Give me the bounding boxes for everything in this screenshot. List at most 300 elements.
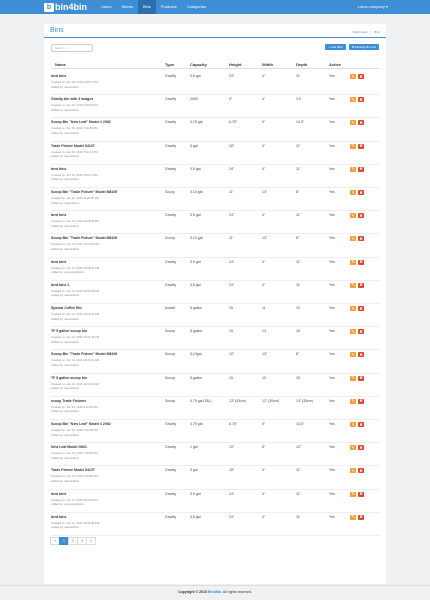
delete-button[interactable]: [358, 468, 364, 473]
nav-categories[interactable]: Categories: [186, 4, 206, 9]
cell-type: Gravity: [165, 74, 177, 78]
cell-active: Yes: [329, 120, 335, 125]
cell-capacity: 4.75 gal (18L): [190, 398, 212, 403]
footer-prefix: Copyright © 2015: [178, 590, 207, 594]
table-row: [51, 327, 379, 350]
bin-created-date: Created on: Jun 15, 2016 7:09:17 AM: [51, 172, 98, 177]
cell-active: Yes: [329, 514, 335, 519]
bin-created-date: Created on: Jun 13, 2016 3:54:04 AM: [51, 497, 98, 502]
bin-created-date: Created on: Jun 13, 2016 7:29:35 PM: [51, 428, 98, 432]
row-actions: [350, 399, 364, 404]
delete-button[interactable]: [358, 399, 364, 404]
table-row: [51, 258, 379, 281]
row-actions: [350, 376, 364, 381]
cell-width: 13: [262, 329, 266, 334]
top-navbar: [0, 0, 430, 14]
cell-active: Yes: [329, 375, 335, 380]
breadcrumb-bins: Bins: [374, 30, 380, 34]
cell-capacity: 3.5 gal: [190, 259, 201, 264]
pencil-icon: ✎: [351, 96, 355, 102]
cell-depth: 8": [296, 352, 300, 357]
bin-added-by: Added by: steveAdmin: [51, 525, 79, 530]
pencil-icon: ✎: [351, 375, 355, 381]
bin-added-by: Added by: steveAdmin: [51, 177, 79, 182]
col-header-name[interactable]: Name: [55, 62, 66, 67]
pagination-page-2[interactable]: 2: [68, 537, 78, 545]
trash-icon: ✖: [359, 351, 363, 357]
cell-type: Gravity: [165, 491, 177, 496]
bin-name[interactable]: best bins 2: [51, 282, 70, 287]
delete-button[interactable]: [358, 213, 364, 218]
cell-capacity: 3.5 gal: [190, 282, 201, 287]
table-header-divider: [51, 68, 379, 69]
cell-type: Gravity: [165, 97, 177, 102]
trash-icon: ✖: [359, 143, 363, 149]
bin-created-date: Created on: Jun 14, 2016 11:25:00 PM: [51, 219, 99, 224]
cell-capacity: 3.13 gal: [190, 236, 203, 241]
delete-button[interactable]: [358, 120, 364, 125]
edit-button[interactable]: [350, 120, 356, 125]
cell-depth: 11": [296, 143, 301, 148]
cell-capacity: 4.75 gal: [190, 422, 203, 426]
bin-added-by: Added by: steveAdmin: [51, 386, 79, 391]
bin-added-by: Added by: steveAdmin: [51, 84, 79, 89]
cell-capacity: 3.5 gal: [190, 166, 201, 171]
pencil-icon: ✎: [351, 166, 355, 172]
row-actions: [350, 445, 364, 450]
cell-capacity: 3.5 gal: [190, 74, 201, 78]
cell-capacity: 2000: [190, 97, 198, 102]
edit-button[interactable]: [350, 352, 356, 357]
edit-button[interactable]: [350, 74, 356, 79]
pencil-icon: ✎: [351, 467, 355, 473]
edit-button[interactable]: [350, 283, 356, 288]
bin-created-date: Created on: Jun 14, 2016 10:21:01 AM: [51, 358, 100, 363]
col-header-height[interactable]: Height: [229, 62, 242, 67]
missing-bin-list-button[interactable]: ✚ Missing Bin List: [349, 44, 379, 50]
bin-logo-icon: b: [44, 3, 54, 12]
bin-added-by: Added by: steveAdmin: [51, 339, 79, 344]
cell-active: Yes: [329, 445, 335, 450]
cell-width: 4": [262, 97, 266, 102]
cell-capacity: 3 gal: [190, 143, 198, 148]
bin-name[interactable]: best bins: [51, 166, 67, 171]
bin-created-date: Created on: Jun 13, 2016 5:02:48 PM: [51, 474, 98, 479]
cell-type: Gravity: [165, 213, 177, 218]
footer-brand-link[interactable]: Bin4Bin.: [207, 590, 223, 594]
row-actions: [350, 97, 364, 102]
edit-button[interactable]: [350, 376, 356, 381]
trash-icon: ✖: [359, 328, 363, 334]
cell-type: Gravity: [165, 259, 177, 264]
edit-button[interactable]: [350, 167, 356, 172]
pagination-page-1[interactable]: 1: [59, 537, 69, 545]
cell-depth: 13" (33cm): [296, 398, 313, 403]
bin-name[interactable]: Special Coffee Bin: [51, 306, 82, 310]
cell-active: Yes: [329, 491, 335, 496]
row-actions: [350, 190, 364, 195]
trash-icon: ✖: [359, 398, 363, 404]
pencil-icon: ✎: [351, 259, 355, 265]
main-nav: [96, 0, 211, 14]
trash-icon: ✖: [359, 467, 363, 473]
pencil-icon: ✎: [351, 398, 355, 404]
cell-width: 4": [262, 213, 266, 218]
edit-button[interactable]: [350, 144, 356, 149]
trash-icon: ✖: [359, 189, 363, 195]
cell-width: 12" (30cm): [262, 398, 279, 403]
pencil-icon: ✎: [351, 143, 355, 149]
cell-width: 13: [262, 375, 266, 380]
cell-width: 4": [262, 74, 266, 78]
pencil-icon: ✎: [351, 421, 355, 427]
bin-created-date: Created on: Jun 15, 2016 7:09:17 AM: [51, 149, 98, 154]
bin-name[interactable]: New Leaf Model G801: [51, 445, 87, 450]
pencil-icon: ✎: [351, 189, 355, 195]
delete-button[interactable]: [358, 97, 364, 102]
trash-icon: ✖: [359, 514, 363, 520]
bins-panel: [44, 24, 386, 584]
edit-button[interactable]: [350, 306, 356, 311]
edit-button[interactable]: [350, 515, 356, 520]
bin-added-by: Added by: steveAdmin: [51, 107, 79, 112]
cell-height: 15: [229, 306, 233, 310]
brand-name: bin4bin: [55, 1, 87, 12]
footer: [0, 590, 430, 594]
cell-height: 13" (33cm): [229, 398, 246, 403]
cell-depth: 11": [296, 514, 301, 519]
row-actions: [350, 144, 364, 149]
col-header-type[interactable]: Type: [165, 62, 175, 67]
cell-depth: 11": [296, 282, 301, 287]
table-row: [51, 350, 379, 373]
nav-stores[interactable]: Stores: [121, 4, 134, 9]
bin-created-date: Created on: Jun 10, 2016 10:30:30 PM: [51, 520, 100, 525]
bin-added-by: Added by: steveAdmin: [51, 362, 79, 367]
col-header-active[interactable]: Active: [329, 62, 342, 67]
cell-active: Yes: [329, 143, 335, 148]
cell-type: Scoop: [165, 375, 175, 380]
breadcrumb: [353, 30, 380, 34]
delete-button[interactable]: [358, 515, 364, 520]
cell-width: 6": [262, 445, 266, 450]
edit-button[interactable]: [350, 190, 356, 195]
cell-width: 13": [262, 190, 268, 194]
table-row: [51, 234, 379, 257]
nav-bins[interactable]: Bins: [138, 0, 156, 14]
cell-type: Scoop: [165, 352, 175, 357]
pagination-prev[interactable]: «: [50, 537, 60, 545]
table-row: [51, 397, 379, 420]
user-menu[interactable]: Letus company ▾: [357, 4, 388, 9]
pagination-next[interactable]: »: [86, 537, 96, 545]
nav-products[interactable]: Products: [160, 4, 177, 9]
cell-type: Scoop: [165, 190, 175, 194]
cell-depth: 3.5: [296, 97, 301, 102]
row-actions: [350, 120, 364, 125]
pencil-icon: ✎: [351, 305, 355, 311]
cell-capacity: 5 gallon: [190, 329, 203, 334]
bin-name[interactable]: best bins: [51, 74, 67, 78]
cell-type: Gravity: [165, 468, 177, 473]
pencil-icon: ✎: [351, 514, 355, 520]
trash-icon: ✖: [359, 119, 363, 125]
cell-height: 24": [229, 166, 235, 171]
cell-width: 4": [262, 282, 266, 287]
cell-width: 4": [262, 166, 266, 171]
pencil-icon: ✎: [351, 444, 355, 450]
cell-active: Yes: [329, 236, 335, 241]
edit-button[interactable]: [350, 236, 356, 241]
cell-width: 4": [262, 259, 266, 264]
trash-icon: ✖: [359, 259, 363, 265]
delete-button[interactable]: [358, 445, 364, 450]
delete-button[interactable]: [358, 236, 364, 241]
delete-button[interactable]: [358, 329, 364, 334]
cell-width: 11: [262, 306, 266, 310]
cell-height: 11": [229, 236, 234, 241]
row-actions: [350, 492, 364, 497]
table-row: [51, 211, 379, 234]
delete-button[interactable]: [358, 144, 364, 149]
cell-active: Yes: [329, 166, 335, 171]
bin-name[interactable]: best bins: [51, 514, 67, 519]
cell-height: 24": [229, 514, 235, 519]
row-actions: [350, 306, 364, 311]
row-actions: [350, 283, 364, 288]
delete-button[interactable]: [358, 260, 364, 265]
table-row: [51, 466, 379, 489]
bin-name[interactable]: Trade Fixture Model 5410T: [51, 468, 95, 473]
cell-height: 24": [229, 259, 235, 264]
bin-added-by: Added by: steveAdmin: [51, 478, 79, 483]
search-input[interactable]: Search: [51, 44, 93, 52]
cell-height: 6.75": [229, 422, 238, 426]
edit-button[interactable]: [350, 399, 356, 404]
bin-added-by: Added by: companyAdmin: [51, 270, 84, 275]
row-actions: [350, 236, 364, 241]
bin-name[interactable]: Scoop Bin "Trade Fixture" Model M8100: [51, 352, 118, 357]
cell-height: 10": [229, 445, 235, 450]
row-actions: [350, 260, 364, 265]
trash-icon: ✖: [359, 444, 363, 450]
table-row: [51, 513, 379, 536]
trash-icon: ✖: [359, 282, 363, 288]
table-row: [51, 490, 379, 513]
cell-width: 4": [262, 491, 266, 496]
cell-depth: 14.5": [296, 422, 305, 426]
cell-width: 4": [262, 514, 266, 519]
cell-depth: 11": [296, 491, 301, 496]
cell-capacity: 4.75 gal: [190, 120, 203, 125]
edit-button[interactable]: [350, 329, 356, 334]
cell-active: Yes: [329, 422, 335, 426]
delete-button[interactable]: [358, 74, 364, 79]
cell-capacity: 1 gal: [190, 445, 198, 450]
cell-active: Yes: [329, 306, 335, 310]
bin-added-by: Added by: steveAdmin: [51, 130, 79, 135]
cell-depth: 11": [296, 74, 301, 78]
cell-depth: 15: [296, 329, 300, 334]
bin-created-date: Created on: Jun 18, 2016 3:36:07 PM: [51, 80, 98, 84]
bin-name[interactable]: best bins: [51, 213, 67, 218]
cell-height: 24": [229, 74, 235, 78]
row-actions: [350, 329, 364, 334]
cell-height: 15: [229, 329, 233, 334]
toolbar: [325, 44, 379, 50]
pagination-page-3[interactable]: 3: [77, 537, 87, 545]
cell-capacity: 3 gal: [190, 468, 198, 473]
cell-type: Gravity: [165, 514, 177, 519]
cell-type: Gravity: [165, 422, 177, 426]
cell-depth: 14.5": [296, 120, 305, 125]
page-title: Bins: [50, 27, 64, 34]
table-row: [51, 188, 379, 211]
cell-capacity: 5 gallon: [190, 306, 203, 310]
cell-depth: 15: [296, 375, 300, 380]
footer-suffix: All rights reserved.: [222, 590, 252, 594]
pencil-icon: ✎: [351, 212, 355, 218]
cell-capacity: 3.5 gal: [190, 514, 201, 519]
bin-created-date: Created on: Jun 14, 2016 10:53:00 AM: [51, 265, 100, 270]
cell-capacity: 5 gallon: [190, 375, 203, 380]
cell-active: Yes: [329, 259, 335, 264]
cell-width: 9": [262, 120, 266, 125]
breadcrumb-separator: /: [370, 30, 372, 34]
add-bins-button[interactable]: + Add Bins: [325, 44, 345, 50]
trash-icon: ✖: [359, 375, 363, 381]
bin-created-date: Created on: Jun 14, 2016 10:11:43 AM: [51, 381, 99, 386]
row-actions: [350, 74, 364, 79]
edit-button[interactable]: [350, 468, 356, 473]
row-actions: [350, 515, 364, 520]
pagination: [51, 537, 96, 545]
delete-button[interactable]: [358, 422, 364, 427]
trash-icon: ✖: [359, 235, 363, 241]
bin-name[interactable]: TF 5 gallon scoop bin: [51, 375, 87, 380]
edit-button[interactable]: [350, 445, 356, 450]
col-header-capacity[interactable]: Capacity: [190, 62, 207, 67]
cell-type: Gravity: [165, 282, 177, 287]
cell-type: Scoop: [165, 236, 175, 241]
bin-added-by: Added by: steveAdmin: [51, 154, 79, 159]
edit-button[interactable]: [350, 492, 356, 497]
table-row: [51, 165, 379, 188]
cell-active: Yes: [329, 74, 335, 78]
cell-width: 13": [262, 352, 268, 357]
cell-width: 13": [262, 236, 268, 241]
trash-icon: ✖: [359, 305, 363, 311]
table-row: [51, 118, 379, 141]
brand-logo[interactable]: [44, 2, 87, 12]
edit-button[interactable]: [350, 260, 356, 265]
table-row: [51, 374, 379, 397]
bin-name[interactable]: best bins: [51, 259, 67, 264]
delete-button[interactable]: [358, 352, 364, 357]
cell-height: 18": [229, 468, 235, 473]
delete-button[interactable]: [358, 376, 364, 381]
bin-created-date: Created on: Jun 16, 2016 1:35:00 PM: [51, 103, 98, 108]
table-row: [51, 304, 379, 327]
bin-name[interactable]: Trade Fixture Model 5410T: [51, 143, 95, 148]
breadcrumb-dashboard[interactable]: Dashboard: [352, 30, 368, 34]
cell-height: 11": [229, 190, 234, 194]
cell-depth: 11": [296, 259, 301, 264]
cell-capacity: 3.13 gal: [190, 190, 203, 194]
bin-created-date: Created on: Jun 15, 2016 7:20:49 AM: [51, 126, 98, 131]
delete-button[interactable]: [358, 492, 364, 497]
trash-icon: ✖: [359, 73, 363, 79]
bin-name[interactable]: Scoop Bin "Trade Fixture" Model M8100: [51, 236, 118, 241]
cell-depth: 11": [296, 468, 301, 473]
pencil-icon: ✎: [351, 491, 355, 497]
row-actions: [350, 167, 364, 172]
cell-height: 24": [229, 491, 235, 496]
bin-added-by: Added by: steveAdmin: [51, 316, 79, 321]
delete-button[interactable]: [358, 283, 364, 288]
cell-type: Gravity: [165, 166, 177, 171]
pencil-icon: ✎: [351, 73, 355, 79]
cell-capacity: 3.13gal: [190, 352, 202, 357]
bin-created-date: Created on: Jun 14, 2016 10:21:25 AM: [51, 335, 100, 340]
bin-name[interactable]: Gravity bin with 3 images: [51, 97, 94, 102]
cell-height: 10": [229, 352, 235, 357]
bin-name[interactable]: scoop Trade Fixtures: [51, 398, 87, 403]
cell-type: bucket: [165, 306, 176, 310]
table-row: [51, 72, 379, 95]
delete-button[interactable]: [358, 190, 364, 195]
bin-added-by: Added by: steveAdmin: [51, 293, 79, 298]
bin-added-by: Added by: steveAdmin: [51, 432, 79, 437]
cell-active: Yes: [329, 282, 335, 287]
bin-name[interactable]: TF 5 gallon scoop bin: [51, 329, 87, 334]
table-row: [51, 420, 379, 443]
cell-depth: 10: [296, 306, 300, 310]
bin-created-date: Created on: Jun 13, 2016 7:25:50 PM: [51, 451, 98, 456]
bin-added-by: Added by: steveAdmin: [51, 409, 79, 414]
cell-type: Gravity: [165, 120, 177, 125]
pencil-icon: ✎: [351, 119, 355, 125]
cell-width: 4": [262, 468, 266, 473]
delete-button[interactable]: [358, 167, 364, 172]
table-row: [51, 95, 379, 118]
bin-created-date: Created on: Jun 14, 2016 10:50:06 AM: [51, 288, 100, 293]
bin-name[interactable]: Scoop Bin "New Leaf" Model # 2062: [51, 120, 111, 125]
row-actions: [350, 468, 364, 473]
trash-icon: ✖: [359, 212, 363, 218]
bin-created-date: Created on: Jun 14, 2016 10:22:30 AM: [51, 312, 100, 316]
edit-button[interactable]: [350, 97, 356, 102]
nav-users[interactable]: Users: [101, 4, 112, 9]
bin-added-by: Added by: steveAdmin: [51, 223, 79, 228]
bin-name[interactable]: best bins: [51, 491, 67, 496]
cell-active: Yes: [329, 398, 335, 403]
bin-name[interactable]: Scoop Bin "New Leaf" Model # 2062: [51, 422, 111, 426]
edit-button[interactable]: [350, 422, 356, 427]
cell-depth: 8": [296, 190, 300, 194]
col-header-depth[interactable]: Depth: [296, 62, 308, 67]
delete-button[interactable]: [358, 306, 364, 311]
edit-button[interactable]: [350, 213, 356, 218]
cell-height: 18": [229, 143, 235, 148]
bin-name[interactable]: Scoop Bin "Trade Fixture" Model M8100: [51, 190, 118, 194]
cell-width: 4": [262, 143, 266, 148]
cell-active: Yes: [329, 468, 335, 473]
cell-height: 15: [229, 375, 233, 380]
col-header-width[interactable]: Width: [262, 62, 274, 67]
bin-added-by: Added by: steveAdmin: [51, 246, 79, 251]
cell-active: Yes: [329, 190, 335, 194]
